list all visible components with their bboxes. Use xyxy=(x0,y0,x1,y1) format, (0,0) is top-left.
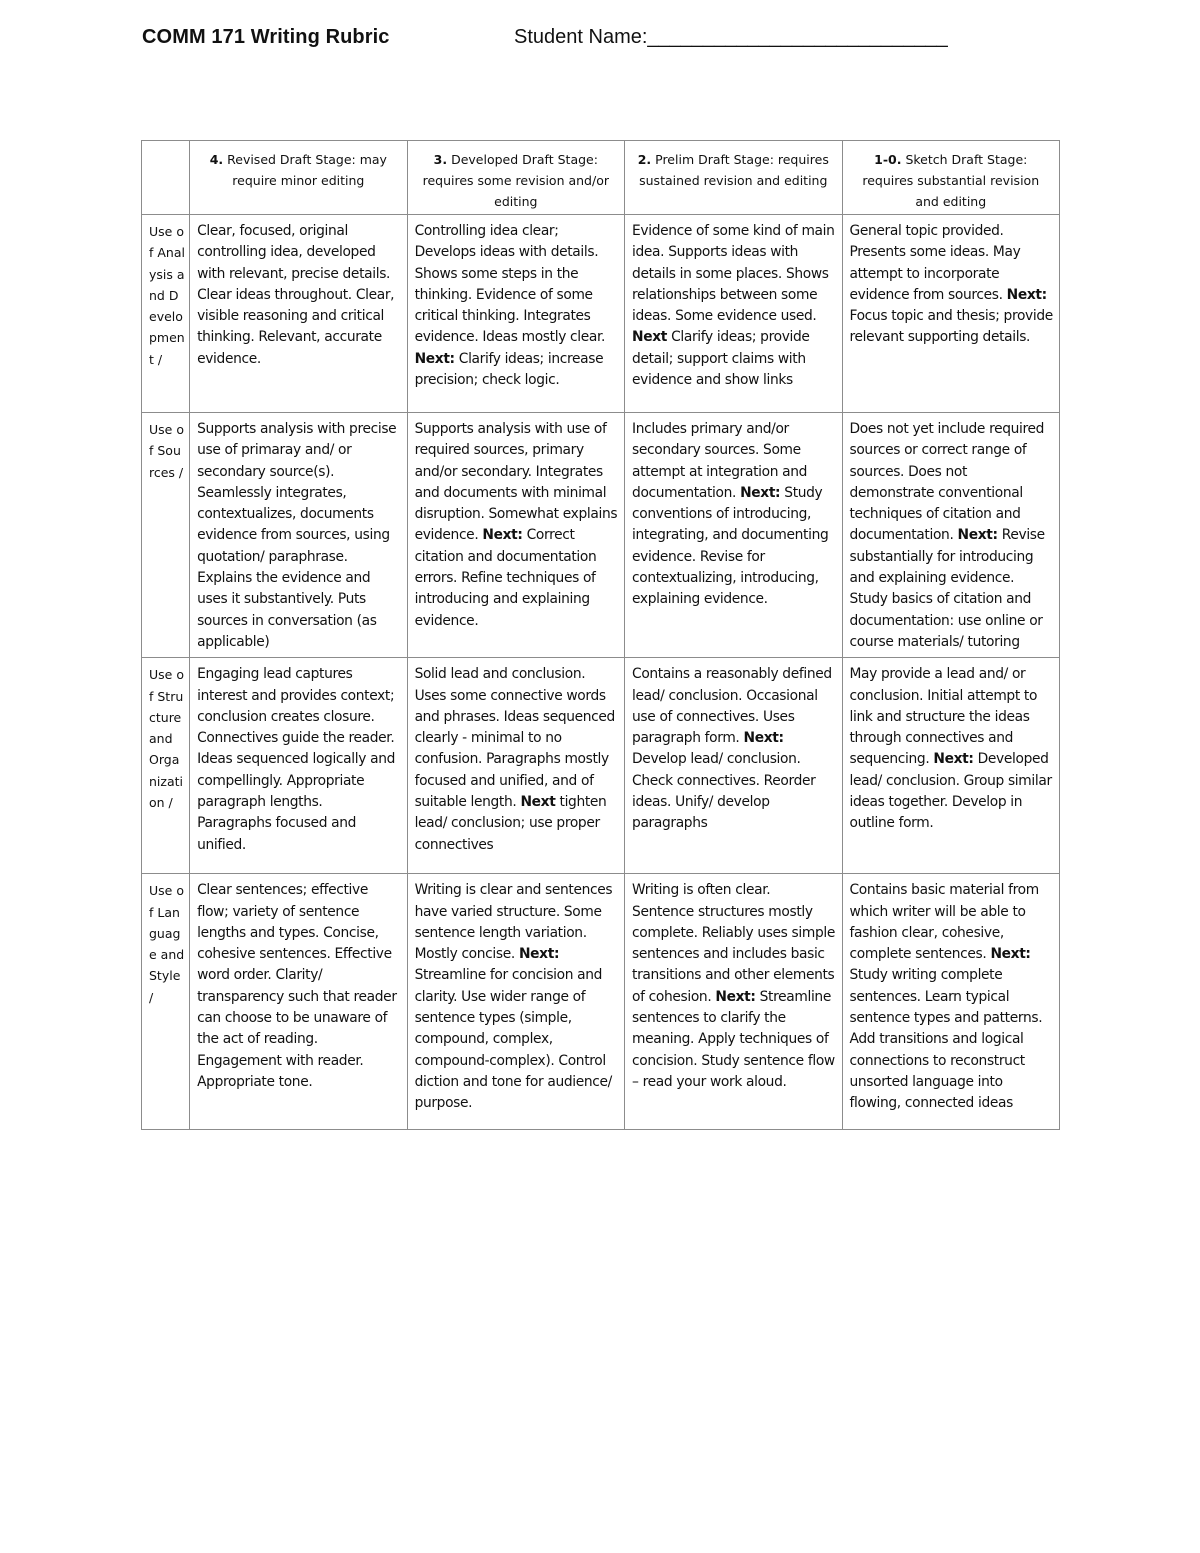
next-label: Next: xyxy=(743,730,784,747)
cell-text: Supports analysis with use of required sources, primary and/or secondary. Integrates and documents with minimal disruption. Somewhat explains evidence. xyxy=(414,421,618,544)
cell-text: Does not yet include required sources or correct range of sources. Does not demonstrate conventional techniques of citation and documentation. xyxy=(849,421,1045,544)
next-label: Next: xyxy=(518,946,560,963)
next-text: Develop lead/ conclusion. Check connectives. Reorder ideas. Unify/ develop paragraphs xyxy=(632,751,816,832)
next-label: Next: xyxy=(715,988,756,1005)
level-number: 1-0. xyxy=(874,152,902,167)
rubric-cell xyxy=(625,413,842,658)
rubric-cell xyxy=(842,874,1060,1130)
cell-text: Clear, focused, original controlling idea, developed with relevant, precise details. Clear ideas throughout. Clear, visible reasoning and critical thinking. Relevant, accurate evidence. xyxy=(197,223,395,367)
corner-cell xyxy=(142,141,190,215)
next-label: Next: xyxy=(414,350,455,367)
next-text: Study writing complete sentences. Learn typical sentence types and patterns. Add transitions and logical connections to reconstruct unsorted language into flowing, connected ideas xyxy=(849,967,1043,1112)
cell-text: Controlling idea clear; Develops ideas with details. Shows some steps in the thinking. Evidence of some critical thinking. Integrates evidence. Ideas mostly clear. xyxy=(414,223,606,346)
level-header xyxy=(842,141,1060,215)
level-label: Prelim Draft Stage: requires sustained revision and editing xyxy=(639,152,829,188)
rubric-cell xyxy=(407,658,624,874)
criterion-label: Use of Structure and Organization / xyxy=(142,658,190,874)
next-text: Study conventions of introducing, integrating, and documenting evidence. Revise for contextualizing, introducing, explaining evidence. xyxy=(632,484,829,608)
next-label: Next xyxy=(520,794,556,811)
table-row xyxy=(142,215,1060,413)
rubric-cell xyxy=(625,658,842,874)
next-text: Streamline sentences to clarify the meaning. Apply techniques of concision. Study sentence flow – read your work aloud. xyxy=(632,988,835,1090)
cell-text: Writing is clear and sentences have varied structure. Some sentence length variation. Mostly concise. xyxy=(414,882,613,963)
cell-text: May provide a lead and/ or conclusion. Initial attempt to link and structure the ideas through connectives and sequencing. xyxy=(849,666,1038,768)
rubric-cell xyxy=(625,874,842,1130)
level-label: Revised Draft Stage: may require minor editing xyxy=(227,152,387,188)
next-text: Clarify ideas; increase precision; check logic. xyxy=(414,350,604,389)
table-row xyxy=(142,413,1060,658)
rubric-cell xyxy=(190,413,407,658)
cell-text: Engaging lead captures interest and provides context; conclusion creates closure. Connectives guide the reader. Ideas sequenced logically and compellingly. Appropriate paragraph lengths. Paragraphs focused and unified. xyxy=(197,666,395,853)
rubric-cell xyxy=(190,874,407,1130)
criterion-label: Use of Language and Style / xyxy=(142,874,190,1130)
next-text: Correct citation and documentation errors. Refine techniques of introducing and explaining evidence. xyxy=(414,527,597,629)
level-header xyxy=(190,141,407,215)
cell-text: Contains basic material from which writer will be able to fashion clear, cohesive, complete sentences. xyxy=(849,882,1039,963)
document-header xyxy=(142,26,1062,56)
level-header xyxy=(407,141,624,215)
cell-text: General topic provided. Presents some ideas. May attempt to incorporate evidence from sources. xyxy=(849,223,1021,303)
next-label: Next xyxy=(632,329,668,346)
level-number: 3. xyxy=(433,152,448,167)
cell-text: Clear sentences; effective flow; variety of sentence lengths and types. Concise, cohesive sentences. Effective word order. Clarity/ transparency such that reader can choose to be unaware of the act of reading. Engagement with reader. Appropriate tone. xyxy=(197,882,397,1090)
next-text: Developed lead/ conclusion. Group similar ideas together. Develop in outline form. xyxy=(849,751,1052,832)
cell-text: Contains a reasonably defined lead/ conclusion. Occasional use of connectives. Uses paragraph form. xyxy=(632,666,832,747)
next-text: tighten lead/ conclusion; use proper connectives xyxy=(414,794,607,853)
next-text: Revise substantially for introducing and explaining evidence. Study basics of citation and documentation: use online or course materials/ tutoring xyxy=(849,527,1045,650)
level-label: Developed Draft Stage: requires some revision and/or editing xyxy=(422,152,609,209)
rubric-cell xyxy=(625,215,842,413)
document-title: COMM 171 Writing Rubric xyxy=(142,26,390,48)
rubric-cell xyxy=(190,658,407,874)
cell-text: Evidence of some kind of main idea. Supports ideas with details in some places. Shows relationships between some ideas. Some evidence used. xyxy=(632,223,835,325)
table-row xyxy=(142,658,1060,874)
next-label: Next: xyxy=(933,751,974,768)
level-header xyxy=(625,141,842,215)
rubric-cell xyxy=(842,658,1060,874)
rubric-cell xyxy=(407,215,624,413)
next-text: Focus topic and thesis; provide relevant supporting details. xyxy=(849,308,1053,346)
rubric-cell xyxy=(407,874,624,1130)
next-text: Streamline for concision and clarity. Use wider range of sentence types (simple, compound, complex, compound-complex). Control diction and tone for audience/ purpose. xyxy=(414,967,612,1112)
rubric-cell xyxy=(842,413,1060,658)
criterion-label: Use of Analysis and Development / xyxy=(142,215,190,413)
student-name-field: Student Name:___________________________ xyxy=(514,26,948,48)
rubric-cell xyxy=(190,215,407,413)
level-number: 2. xyxy=(637,152,652,167)
rubric-cell xyxy=(407,413,624,658)
next-label: Next: xyxy=(1006,286,1047,303)
table-row xyxy=(142,874,1060,1130)
level-label: Sketch Draft Stage: requires substantial revision and editing xyxy=(862,152,1040,209)
cell-text: Includes primary and/or secondary sources. Some attempt at integration and documentation. xyxy=(632,421,808,501)
next-label: Next: xyxy=(990,946,1031,963)
cell-text: Solid lead and conclusion. Uses some connective words and phrases. Ideas sequenced clearly - minimal to no confusion. Paragraphs mostly focused and unified, and of suitable length. xyxy=(414,666,615,811)
criterion-label: Use of Sources / xyxy=(142,413,190,658)
rubric-cell xyxy=(842,215,1060,413)
next-label: Next: xyxy=(957,527,998,544)
cell-text: Supports analysis with precise use of primaray and/ or secondary source(s). Seamlessly integrates, contextualizes, documents evidence from sources, using quotation/ paraphrase. Explains the evidence and uses it substantively. Puts sources in conversation (as applicable) xyxy=(197,421,397,650)
next-label: Next: xyxy=(740,484,781,501)
next-text: Clarify ideas; provide detail; support claims with evidence and show links xyxy=(632,329,810,389)
table-header-row xyxy=(142,141,1060,215)
cell-text: Writing is often clear. Sentence structures mostly complete. Reliably uses simple sentences and includes basic transitions and other elements of cohesion. xyxy=(632,882,835,1005)
level-number: 4. xyxy=(209,152,224,167)
next-label: Next: xyxy=(482,527,523,544)
rubric-table xyxy=(141,140,1060,1130)
